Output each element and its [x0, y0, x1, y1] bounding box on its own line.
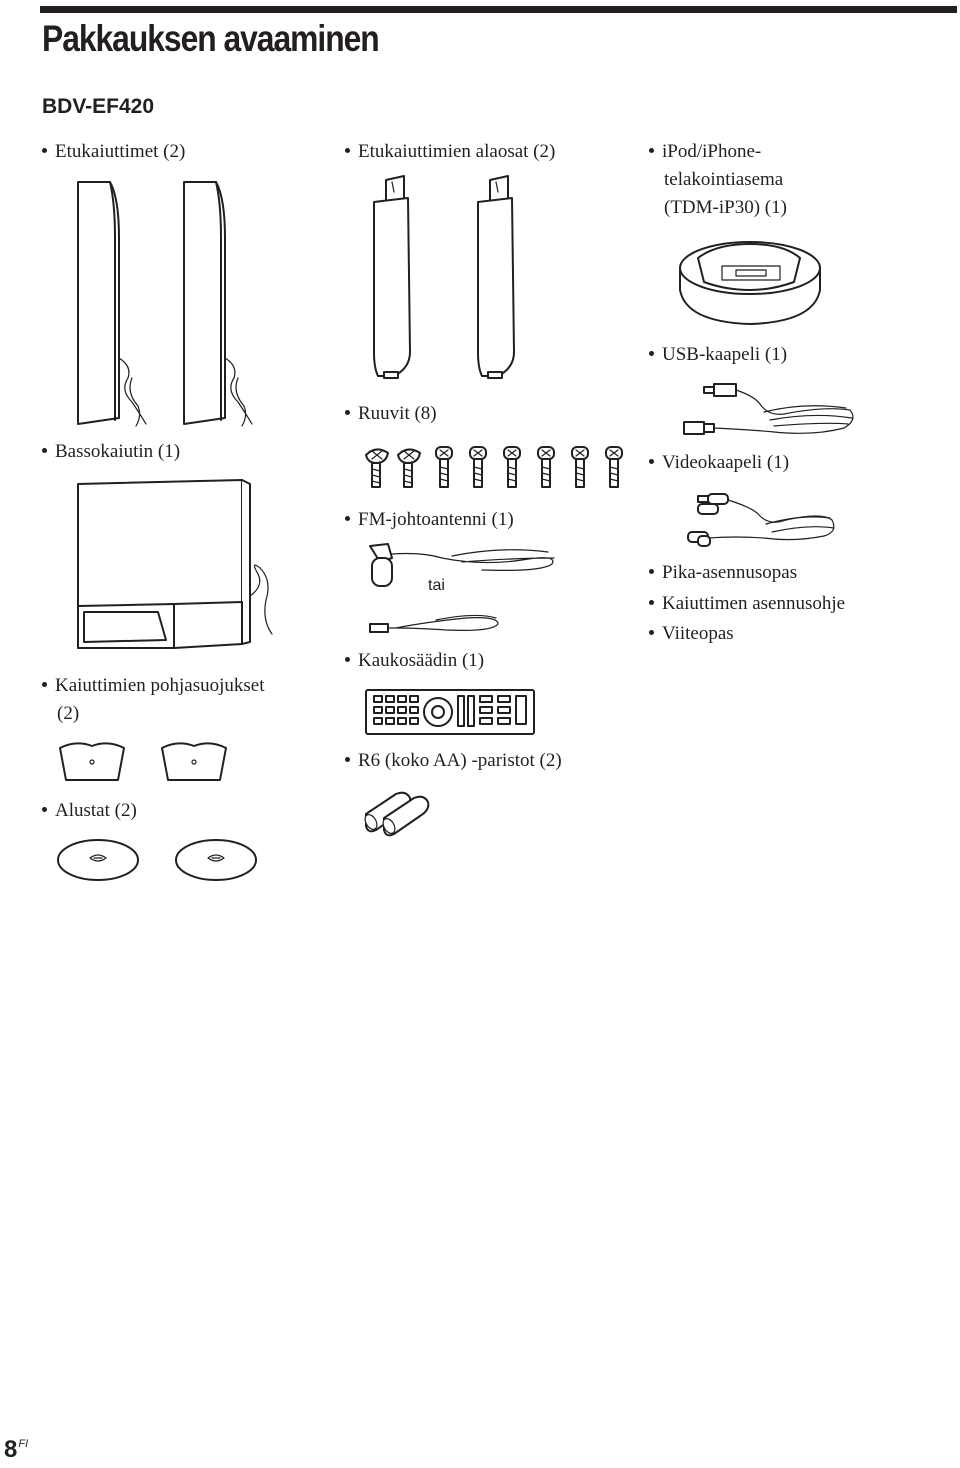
item-ipod-dock-line2: telakointiasema: [664, 169, 784, 190]
screws-illustration: [364, 443, 626, 491]
screw-3: [436, 447, 452, 487]
item-bottom-covers: Kaiuttimien pohjasuojukset: [40, 672, 265, 700]
front-speakers-illustration: [70, 178, 270, 430]
bottom-cover-right: [162, 743, 226, 780]
screw-7: [572, 447, 588, 487]
remote-illustration: [364, 688, 538, 738]
lower-part-left: [374, 176, 410, 378]
item-video-cable: Videokaapeli (1): [647, 449, 789, 477]
fm-antenna-illustration-2: [366, 606, 502, 634]
screw-1: [366, 449, 388, 487]
item-ipod-dock-line3: (TDM-iP30) (1): [664, 197, 787, 218]
bases-illustration: [56, 838, 262, 886]
screw-8: [606, 447, 622, 487]
item-fm-antenna: FM-johtoantenni (1): [343, 506, 514, 534]
bottom-covers-illustration: [56, 738, 232, 784]
item-usb-cable: USB-kaapeli (1): [647, 341, 787, 369]
screw-4: [470, 447, 486, 487]
video-cable-illustration: [674, 488, 838, 550]
item-remote: Kaukosäädin (1): [343, 647, 484, 675]
item-bases: Alustat (2): [40, 797, 137, 825]
bottom-cover-left: [60, 743, 124, 780]
screw-5: [504, 447, 520, 487]
top-rule: [40, 6, 957, 13]
screw-6: [538, 447, 554, 487]
item-front-speakers: Etukaiuttimet (2): [40, 138, 185, 166]
item-screws: Ruuvit (8): [343, 400, 437, 428]
screw-2: [398, 449, 420, 487]
page-lang: FI: [18, 1438, 29, 1450]
page-title: Pakkauksen avaaminen: [42, 18, 379, 59]
item-speaker-lower-parts: Etukaiuttimien alaosat (2): [343, 138, 555, 166]
item-quick-setup: Pika-asennusopas: [647, 559, 797, 587]
front-speaker-left: [78, 182, 146, 426]
batteries-illustration: [362, 786, 442, 838]
ipod-dock-illustration: [676, 236, 824, 332]
item-speaker-setup: Kaiuttimen asennusohje: [647, 590, 845, 618]
front-speaker-right: [184, 182, 252, 426]
base-right: [176, 840, 256, 880]
item-bottom-covers-qty: (2): [57, 703, 80, 724]
item-batteries: R6 (koko AA) -paristot (2): [343, 747, 562, 775]
item-ipod-dock: iPod/iPhone-: [647, 138, 761, 166]
usb-cable-illustration: [674, 378, 856, 444]
subwoofer-illustration: [74, 476, 280, 654]
item-subwoofer: Bassokaiutin (1): [40, 438, 180, 466]
model-heading: BDV-EF420: [42, 95, 155, 118]
page-number: $8^{FI}$: [4, 1436, 29, 1463]
item-reference-guide: Viiteopas: [647, 620, 734, 648]
speaker-lower-parts-illustration: [368, 172, 528, 384]
fm-antenna-illustration-1: [362, 540, 558, 590]
base-left: [58, 840, 138, 880]
lower-part-right: [478, 176, 514, 378]
fm-or-label: tai: [428, 577, 445, 594]
